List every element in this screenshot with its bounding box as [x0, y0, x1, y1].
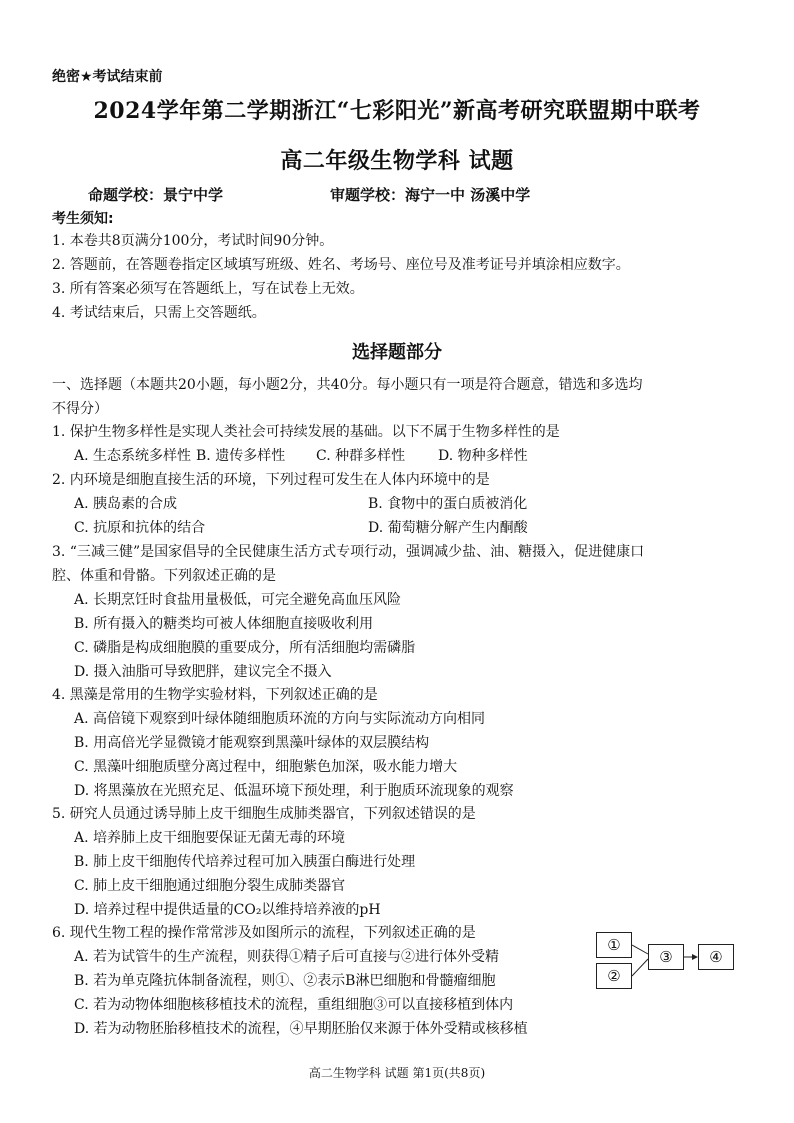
secret-label: 绝密★考试结束前 [52, 69, 163, 85]
notice-heading: 考生须知: [52, 211, 114, 227]
option-d: D. 将黑藻放在光照充足、低温环境下预处理，利于胞质环流现象的观察 [74, 783, 514, 799]
option-c: C. 种群多样性 [316, 448, 406, 464]
exam-title: 2024学年第二学期浙江“七彩阳光”新高考研究联盟期中联考 [93, 98, 701, 124]
proposer-school: 命题学校：景宁中学 [88, 186, 224, 204]
option-c: C. 若为动物体细胞核移植技术的流程，重组细胞③可以直接移植到体内 [74, 997, 514, 1013]
option-a: A. 胰岛素的合成 [74, 496, 178, 512]
notice-item: 1. 本卷共8页满分100分，考试时间90分钟。 [52, 233, 334, 249]
option-a: A. 培养肺上皮干细胞要保证无菌无毒的环境 [74, 830, 346, 846]
exam-subtitle: 高二年级生物学科 试题 [280, 148, 514, 174]
option-b: B. 用高倍光学显微镜才能观察到黑藻叶绿体的双层膜结构 [74, 735, 430, 751]
notice-item: 3. 所有答案必须写在答题纸上，写在试卷上无效。 [52, 281, 364, 297]
option-b: B. 肺上皮干细胞传代培养过程可加入胰蛋白酶进行处理 [74, 854, 416, 870]
option-d: D. 培养过程中提供适量的CO₂以维持培养液的pH [74, 902, 381, 918]
option-d: D. 若为动物胚胎移植技术的流程，④早期胚胎仅来源于体外受精或核移植 [74, 1021, 528, 1037]
question-stem: 2. 内环境是细胞直接生活的环境，下列过程可发生在人体内环境中的是 [52, 472, 490, 488]
question-stem: 1. 保护生物多样性是实现人类社会可持续发展的基础。以下不属于生物多样性的是 [52, 424, 560, 440]
question-stem: 4. 黑藻是常用的生物学实验材料，下列叙述正确的是 [52, 687, 378, 703]
option-a: A. 长期烹饪时食盐用量极低，可完全避免高血压风险 [74, 592, 402, 608]
question-stem-line1: 3. “三减三健”是国家倡导的全民健康生活方式专项行动，强调减少盐、油、糖摄入，促进健康口 [52, 544, 645, 560]
option-a: A. 生态系统多样性 [74, 448, 192, 464]
option-b: B. 所有摄入的糖类均可被人体细胞直接吸收利用 [74, 616, 374, 632]
question-stem: 6. 现代生物工程的操作常常涉及如图所示的流程，下列叙述正确的是 [52, 925, 476, 941]
flow-box-1: ① [596, 932, 632, 958]
flow-arrows [596, 932, 738, 992]
notice-item: 2. 答题前，在答题卷指定区域填写班级、姓名、考场号、座位号及准考证号并填涂相应数字。 [52, 257, 630, 273]
flow-box-2: ② [596, 963, 632, 989]
option-d: D. 物种多样性 [438, 448, 528, 464]
option-c: C. 抗原和抗体的结合 [74, 520, 206, 536]
part-intro-line1: 一、选择题（本题共20小题，每小题2分，共40分。每小题只有一项是符合题意，错选和多选均 [52, 377, 643, 393]
option-a: A. 若为试管牛的生产流程，则获得①精子后可直接与②进行体外受精 [74, 949, 500, 965]
part-intro-line2: 不得分） [52, 401, 108, 417]
option-b: B. 若为单克隆抗体制备流程，则①、②表示B淋巴细胞和骨髓瘤细胞 [74, 973, 496, 989]
option-d: D. 摄入油脂可导致肥胖，建议完全不摄入 [74, 664, 332, 680]
option-a: A. 高倍镜下观察到叶绿体随细胞质环流的方向与实际流动方向相同 [74, 711, 486, 727]
option-b: B. 食物中的蛋白质被消化 [368, 496, 528, 512]
page-footer: 高二生物学科 试题 第1页(共8页) [308, 1066, 486, 1080]
question-stem: 5. 研究人员通过诱导肺上皮干细胞生成肺类器官，下列叙述错误的是 [52, 806, 476, 822]
option-c: C. 黑藻叶细胞质壁分离过程中，细胞紫色加深，吸水能力增大 [74, 759, 458, 775]
option-c: C. 肺上皮干细胞通过细胞分裂生成肺类器官 [74, 878, 346, 894]
option-b: B. 遗传多样性 [196, 448, 286, 464]
option-c: C. 磷脂是构成细胞膜的重要成分，所有活细胞均需磷脂 [74, 640, 416, 656]
section-title: 选择题部分 [352, 342, 442, 363]
flow-box-3: ③ [648, 944, 684, 970]
notice-item: 4. 考试结束后，只需上交答题纸。 [52, 305, 266, 321]
question-stem-line2: 腔、体重和骨骼。下列叙述正确的是 [52, 568, 276, 584]
flow-box-4: ④ [698, 944, 734, 970]
reviewer-school: 审题学校：海宁一中 汤溪中学 [330, 186, 531, 204]
option-d: D. 葡萄糖分解产生内酮酸 [368, 520, 528, 536]
flow-diagram [596, 932, 738, 992]
